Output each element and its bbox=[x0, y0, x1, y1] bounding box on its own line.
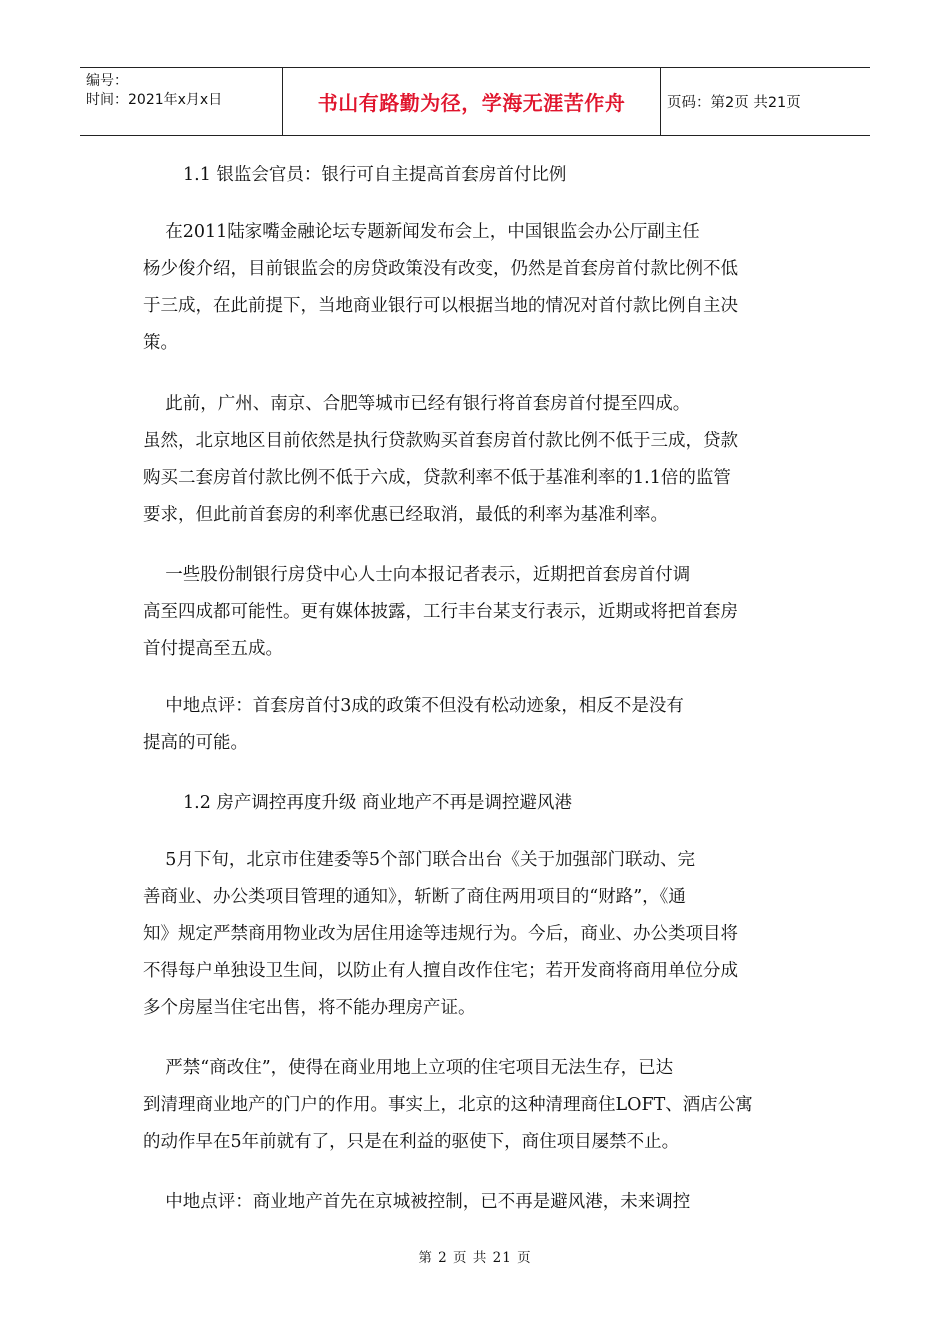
section-heading: 1.1 银监会官员：银行可自主提高首套房首付比例 bbox=[183, 165, 567, 185]
paragraph-line: 到清理商业地产的门户的作用。事实上，北京的这种清理商住LOFT、酒店公寓 bbox=[143, 1095, 753, 1115]
paragraph-line: 高至四成都可能性。更有媒体披露，工行丰台某支行表示，近期或将把首套房 bbox=[143, 602, 738, 622]
paragraph-line: 要求，但此前首套房的利率优惠已经取消，最低的利率为基准利率。 bbox=[143, 505, 668, 525]
paragraph-line: 杨少俊介绍，目前银监会的房贷政策没有改变，仍然是首套房首付款比例不低 bbox=[143, 259, 738, 279]
header-meta bbox=[80, 68, 283, 135]
paragraph-line: 严禁“商改住”，使得在商业用地上立项的住宅项目无法生存，已达 bbox=[143, 1058, 674, 1078]
motto: 书山有路勤为径，学海无涯苦作舟 bbox=[317, 91, 626, 115]
page-footer: 第 2 页 共 21 页 bbox=[418, 1250, 532, 1266]
paragraph-line: 善商业、办公类项目管理的通知》，斩断了商住两用项目的“财路”，《通 bbox=[143, 887, 686, 907]
paragraph-line: 在2011陆家嘴金融论坛专题新闻发布会上，中国银监会办公厅副主任 bbox=[143, 222, 700, 242]
paragraph-line: 中地点评：商业地产首先在京城被控制，已不再是避风港，未来调控 bbox=[143, 1192, 691, 1212]
paragraph-line: 虽然，北京地区目前依然是执行贷款购买首套房首付款比例不低于三成，贷款 bbox=[143, 431, 738, 451]
paragraph-line: 购买二套房首付款比例不低于六成，贷款利率不低于基准利率的1.1倍的监管 bbox=[143, 468, 731, 488]
paragraph-line: 首付提高至五成。 bbox=[143, 639, 283, 659]
header-page-cell bbox=[661, 68, 870, 135]
paragraph-line: 不得每户单独设卫生间，以防止有人擅自改作住宅；若开发商将商用单位分成 bbox=[143, 961, 738, 981]
paragraph-line: 多个房屋当住宅出售，将不能办理房产证。 bbox=[143, 998, 476, 1018]
paragraph-line: 提高的可能。 bbox=[143, 733, 248, 753]
paragraph-line: 一些股份制银行房贷中心人士向本报记者表示，近期把首套房首付调 bbox=[143, 565, 691, 585]
paragraph-line: 5月下旬，北京市住建委等5个部门联合出台《关于加强部门联动、完 bbox=[143, 850, 696, 870]
page-header bbox=[80, 67, 870, 136]
paragraph-line: 于三成，在此前提下，当地商业银行可以根据当地的情况对首付款比例自主决 bbox=[143, 296, 738, 316]
header-motto-cell bbox=[283, 68, 661, 135]
date-label: 时间：2021年x月x日 bbox=[86, 92, 223, 108]
paragraph-line: 知》规定严禁商用物业改为居住用途等违规行为。今后，商业、办公类项目将 bbox=[143, 924, 738, 944]
paragraph-line: 的动作早在5年前就有了，只是在利益的驱使下，商住项目屡禁不止。 bbox=[143, 1132, 680, 1152]
page-label: 页码：第2页 共21页 bbox=[667, 95, 801, 111]
paragraph-line: 中地点评：首套房首付3成的政策不但没有松动迹象，相反不是没有 bbox=[143, 696, 684, 716]
section-heading: 1.2 房产调控再度升级 商业地产不再是调控避风港 bbox=[183, 793, 572, 813]
number-label: 编号： bbox=[86, 73, 128, 89]
paragraph-line: 策。 bbox=[143, 333, 178, 353]
paragraph-line: 此前，广州、南京、合肥等城市已经有银行将首套房首付提至四成。 bbox=[143, 394, 691, 414]
